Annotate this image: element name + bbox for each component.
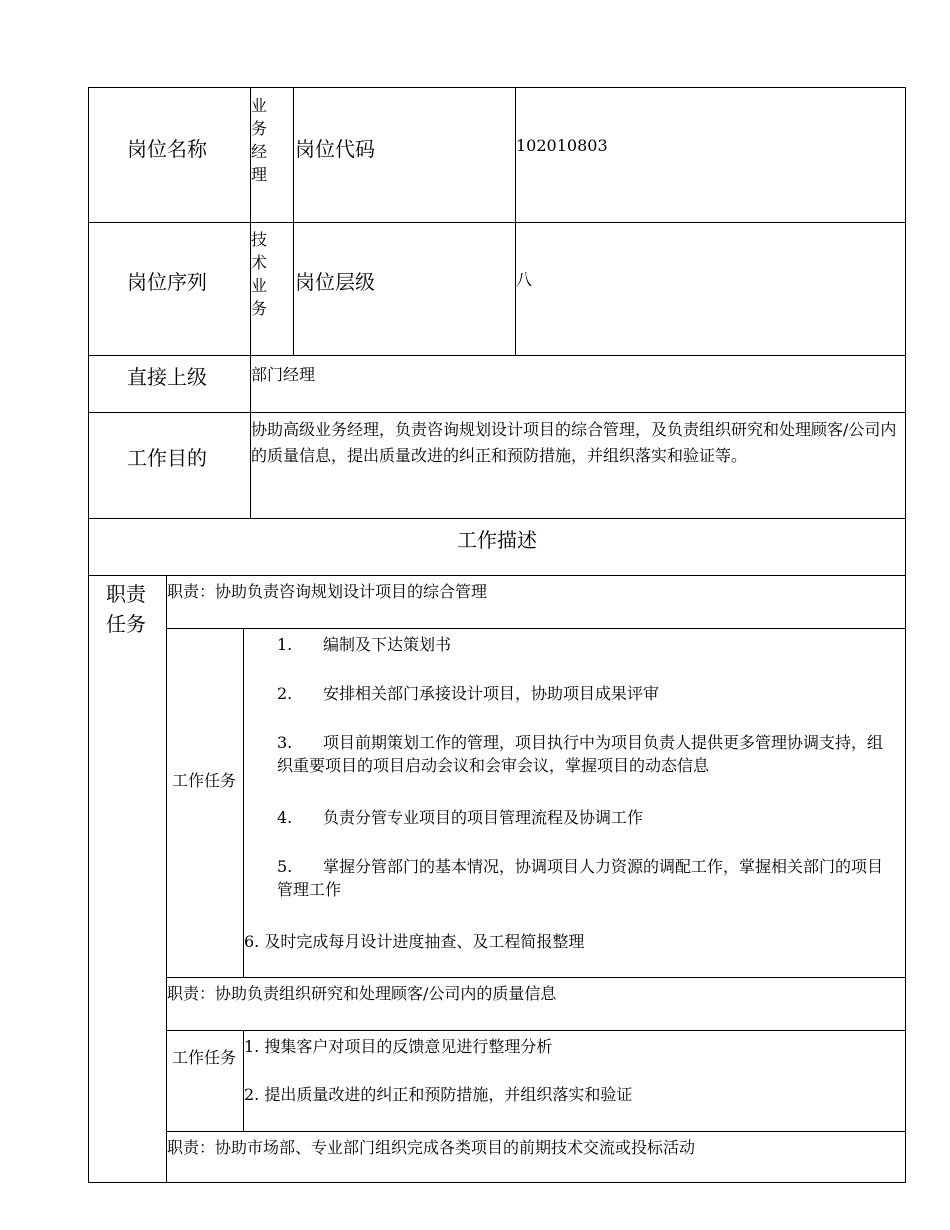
task-item: 6. 及时完成每月设计进度抽查、及工程简报整理	[244, 932, 585, 951]
post-name-label: 岗位名称	[127, 137, 207, 161]
column-divider	[515, 87, 516, 355]
task-text: 掌握分管部门的基本情况，协调项目人力资源的调配工作，掌握相关部门的项目管理工作	[277, 857, 884, 899]
row-divider	[166, 1131, 906, 1132]
task-text: 负责分管专业项目的项目管理流程及协调工作	[323, 808, 644, 827]
column-divider	[243, 628, 244, 977]
task-number: 2.	[277, 684, 293, 703]
post-level-value: 八	[516, 270, 533, 289]
job-description-table	[88, 87, 906, 1183]
post-series-value: 技术业务	[251, 230, 268, 318]
row-divider	[88, 575, 906, 576]
task-item	[277, 855, 891, 901]
superior-label: 直接上级	[127, 365, 207, 389]
post-series-label: 岗位序列	[127, 270, 207, 294]
row-divider	[88, 412, 906, 413]
row-divider	[88, 222, 906, 223]
post-code-value: 102010803	[516, 136, 608, 155]
duty-title: 职责：协助负责组织研究和处理顾客/公司内的质量信息	[167, 984, 557, 1003]
task-text: 项目前期策划工作的管理，项目执行中为项目负责人提供更多管理协调支持，组织重要项目的项目启动会议和会审会议，掌握项目的动态信息	[277, 733, 884, 775]
task-number: 4.	[277, 808, 293, 827]
duties-label: 职责任务	[106, 582, 146, 636]
task-text: 安排相关部门承接设计项目，协助项目成果评审	[323, 684, 660, 703]
task-number: 3.	[277, 733, 293, 752]
task-item: 2. 提出质量改进的纠正和预防措施，并组织落实和验证	[244, 1085, 633, 1104]
tasks-label: 工作任务	[172, 771, 237, 790]
post-code-label: 岗位代码	[295, 137, 375, 161]
duty-title: 职责：协助负责咨询规划设计项目的综合管理	[167, 582, 488, 601]
duty-title: 职责：协助市场部、专业部门组织完成各类项目的前期技术交流或投标活动	[167, 1138, 696, 1157]
row-divider	[88, 355, 906, 356]
task-item	[277, 682, 659, 705]
purpose-value: 协助高级业务经理，负责咨询规划设计项目的综合管理，及负责组织研究和处理顾客/公司内的质量信息，提出质量改进的纠正和预防措施，并组织落实和验证等。	[251, 420, 897, 465]
post-name-value: 业务经理	[251, 96, 268, 184]
task-text: 编制及下达策划书	[323, 635, 452, 654]
column-divider	[166, 575, 167, 1183]
task-item: 1. 搜集客户对项目的反馈意见进行整理分析	[244, 1037, 553, 1056]
task-number: 1.	[277, 635, 293, 654]
row-divider	[166, 1030, 906, 1031]
row-divider	[88, 518, 906, 519]
purpose-label: 工作目的	[127, 446, 207, 470]
row-divider	[166, 977, 906, 978]
row-divider	[166, 628, 906, 629]
tasks-label: 工作任务	[172, 1048, 237, 1067]
post-level-label: 岗位层级	[295, 270, 375, 294]
description-title: 工作描述	[457, 528, 537, 552]
task-number: 5.	[277, 857, 293, 876]
task-item	[277, 806, 643, 829]
column-divider	[293, 87, 294, 355]
task-item	[277, 731, 891, 777]
superior-value: 部门经理	[251, 365, 316, 384]
task-item	[277, 633, 451, 656]
